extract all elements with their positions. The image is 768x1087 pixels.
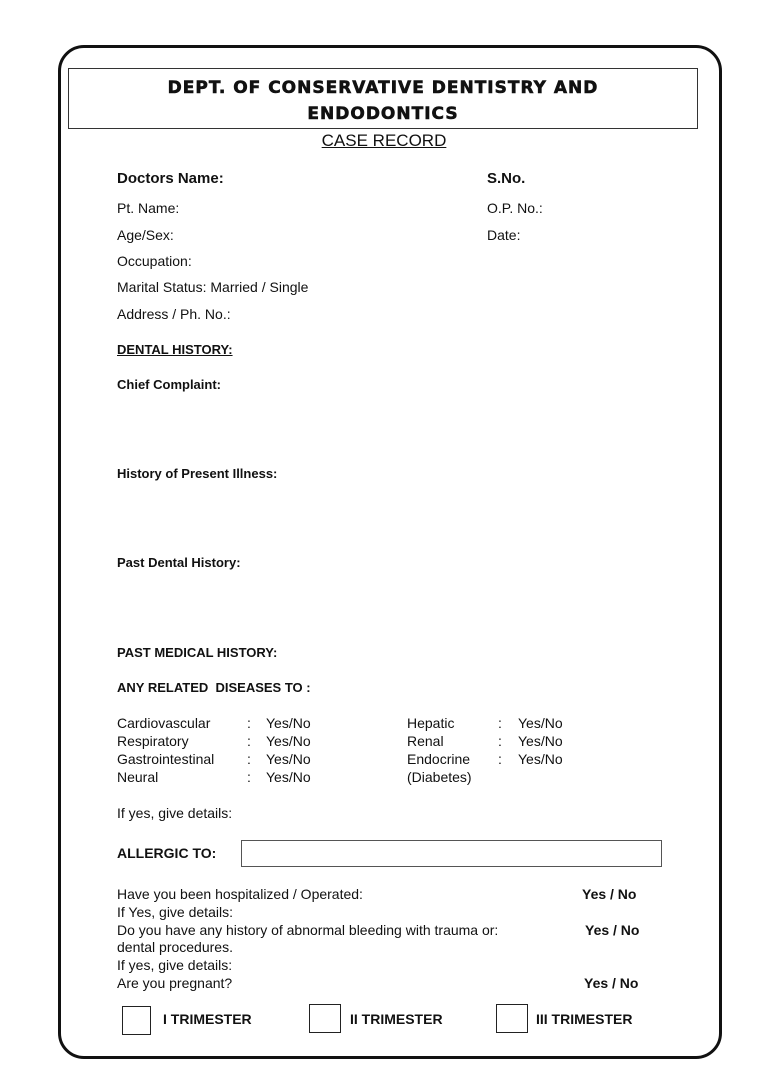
disease-value: Yes/No bbox=[518, 733, 563, 749]
trimester-3-checkbox[interactable] bbox=[496, 1004, 528, 1033]
colon: : bbox=[247, 751, 251, 767]
bleeding-answer: Yes / No bbox=[585, 922, 640, 938]
age-sex-label: Age/Sex: bbox=[117, 227, 174, 243]
disease-value: Yes/No bbox=[518, 751, 563, 767]
bleeding-question: Do you have any history of abnormal bleeding with trauma or: bbox=[117, 922, 499, 938]
hospitalized-details: If Yes, give details: bbox=[117, 904, 233, 920]
date-label: Date: bbox=[487, 227, 521, 243]
disease-name: Gastrointestinal bbox=[117, 751, 215, 767]
pregnant-question: Are you pregnant? bbox=[117, 975, 233, 991]
past-dental-label: Past Dental History: bbox=[117, 555, 241, 570]
bleeding-question-cont: dental procedures. bbox=[117, 939, 233, 955]
allergic-input[interactable] bbox=[241, 840, 662, 867]
dental-history-heading: DENTAL HISTORY: bbox=[117, 342, 233, 357]
disease-value: Yes/No bbox=[266, 751, 311, 767]
disease-value: Yes/No bbox=[266, 733, 311, 749]
doctors-name-label: Doctors Name: bbox=[117, 170, 224, 187]
colon: : bbox=[247, 733, 251, 749]
op-no-label: O.P. No.: bbox=[487, 200, 543, 216]
address-label: Address / Ph. No.: bbox=[117, 306, 231, 322]
past-medical-heading: PAST MEDICAL HISTORY: bbox=[117, 645, 278, 660]
dept-title-line2: ENDODONTICS bbox=[307, 104, 459, 124]
trimester-1-label: I TRIMESTER bbox=[163, 1011, 252, 1027]
present-illness-label: History of Present Illness: bbox=[117, 466, 278, 481]
bleeding-details: If yes, give details: bbox=[117, 957, 233, 973]
trimester-2-checkbox[interactable] bbox=[309, 1004, 341, 1033]
disease-value: Yes/No bbox=[266, 715, 311, 731]
related-diseases-heading: ANY RELATED DISEASES TO : bbox=[117, 680, 311, 695]
disease-value: Yes/No bbox=[518, 715, 563, 731]
colon: : bbox=[498, 751, 502, 767]
chief-complaint-label: Chief Complaint: bbox=[117, 377, 221, 392]
colon: : bbox=[498, 715, 502, 731]
hospitalized-question: Have you been hospitalized / Operated: bbox=[117, 886, 363, 902]
disease-name: Hepatic bbox=[407, 715, 455, 731]
allergic-label: ALLERGIC TO: bbox=[117, 845, 217, 861]
diabetes-note: (Diabetes) bbox=[407, 769, 472, 785]
pregnant-answer: Yes / No bbox=[584, 975, 639, 991]
hospitalized-answer: Yes / No bbox=[582, 886, 637, 902]
disease-value: Yes/No bbox=[266, 769, 311, 785]
colon: : bbox=[247, 769, 251, 785]
disease-name: Respiratory bbox=[117, 733, 189, 749]
colon: : bbox=[498, 733, 502, 749]
disease-name: Neural bbox=[117, 769, 159, 785]
dept-title-line1: DEPT. OF CONSERVATIVE DENTISTRY AND bbox=[167, 78, 599, 98]
trimester-1-checkbox[interactable] bbox=[122, 1006, 151, 1035]
marital-status-label: Marital Status: Married / Single bbox=[117, 279, 309, 295]
case-record-title: CASE RECORD bbox=[321, 131, 447, 150]
colon: : bbox=[247, 715, 251, 731]
disease-name: Endocrine bbox=[407, 751, 471, 767]
sno-label: S.No. bbox=[487, 170, 526, 187]
disease-name: Cardiovascular bbox=[117, 715, 211, 731]
details-label: If yes, give details: bbox=[117, 805, 233, 821]
pt-name-label: Pt. Name: bbox=[117, 200, 180, 216]
trimester-3-label: III TRIMESTER bbox=[536, 1011, 633, 1027]
trimester-2-label: II TRIMESTER bbox=[350, 1011, 443, 1027]
occupation-label: Occupation: bbox=[117, 253, 192, 269]
disease-name: Renal bbox=[407, 733, 444, 749]
